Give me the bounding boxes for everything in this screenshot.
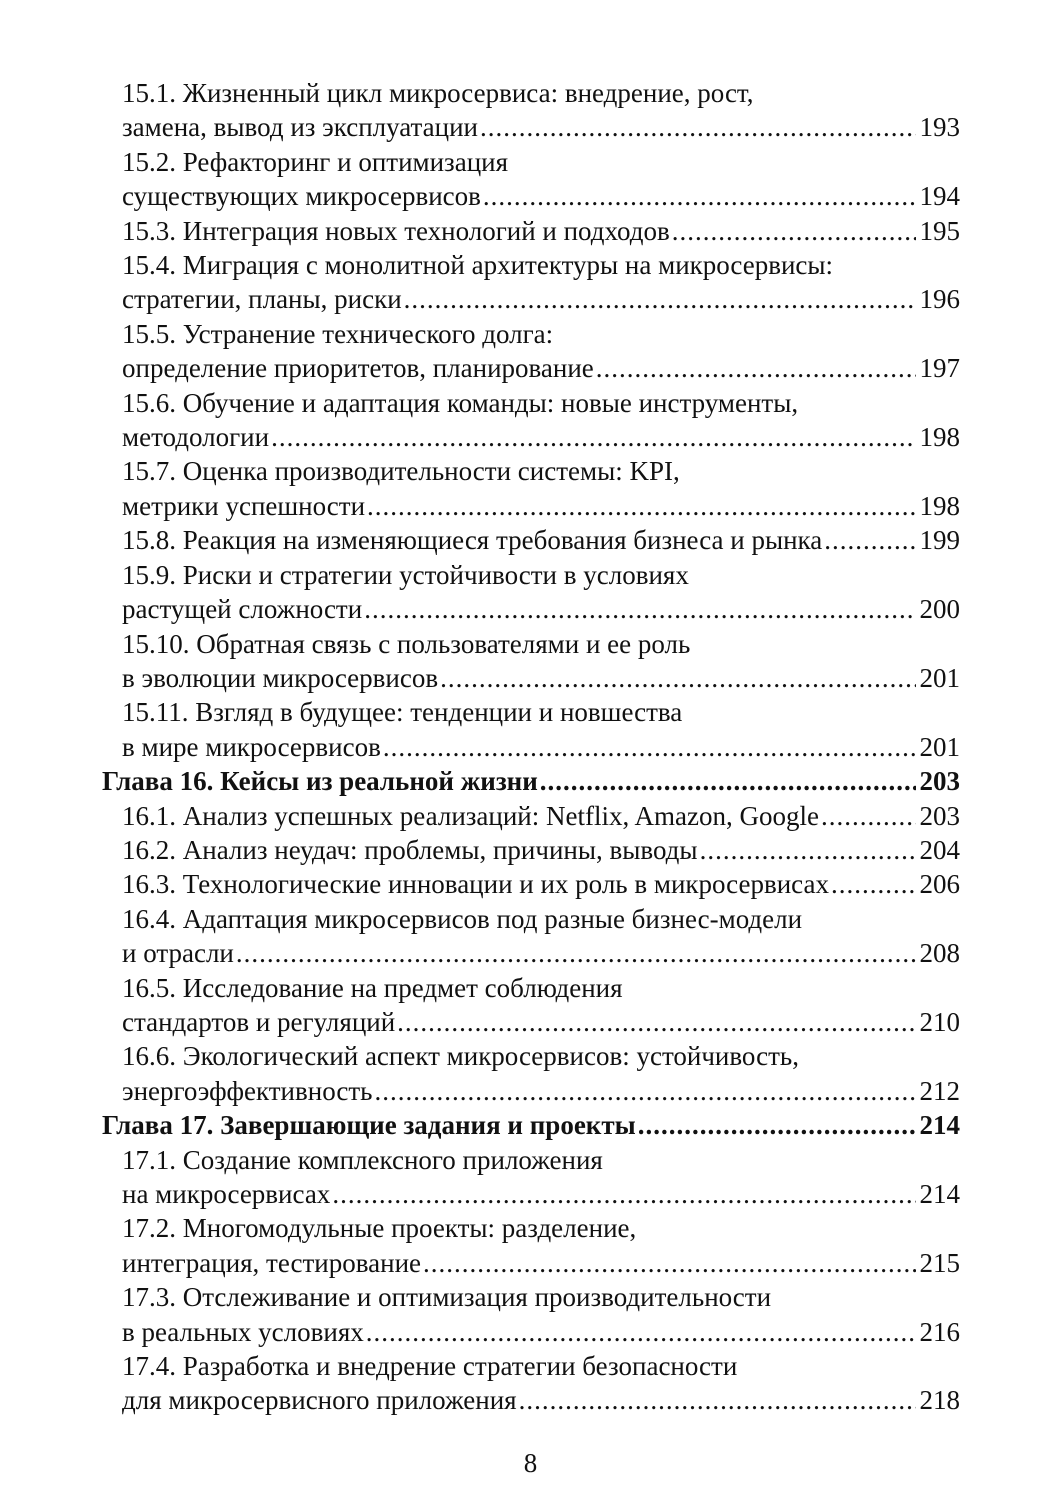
toc-entry-page-number: 195 bbox=[919, 215, 960, 246]
toc-entry-leader-line bbox=[102, 1383, 960, 1417]
toc-entry-leader-line bbox=[102, 351, 960, 385]
toc-entry-title-line: 15.6. Обучение и адаптация команды: новые инструменты, bbox=[122, 387, 799, 418]
toc-entry-page-number: 215 bbox=[919, 1247, 960, 1278]
toc-entry-title: существующих микросервисов bbox=[122, 181, 481, 212]
toc-entry-leader-line bbox=[102, 867, 960, 901]
toc-entry-page-number: 198 bbox=[919, 422, 960, 453]
toc-entry-page-number: 196 bbox=[919, 284, 960, 315]
toc-entry-title: метрики успешности bbox=[122, 490, 366, 521]
toc-entry-page-number: 203 bbox=[919, 766, 960, 797]
toc-entry-leader-line bbox=[102, 799, 960, 833]
toc-entry-page-number: 214 bbox=[919, 1110, 960, 1141]
dot-leader bbox=[700, 833, 916, 867]
toc-section-entry bbox=[102, 523, 960, 557]
toc-chapter-entry bbox=[102, 1108, 960, 1142]
toc-entry-title-line: 15.2. Рефакторинг и оптимизация bbox=[122, 146, 509, 177]
dot-leader bbox=[638, 1108, 916, 1142]
toc-chapter-entry bbox=[102, 764, 960, 798]
toc-entry-page-number: 210 bbox=[919, 1006, 960, 1037]
toc-section-entry bbox=[102, 454, 960, 523]
toc-entry-page-number: 218 bbox=[919, 1385, 960, 1416]
toc-entry-leader-line bbox=[102, 1177, 960, 1211]
toc-entry-title: стандартов и регуляций bbox=[122, 1006, 396, 1037]
dot-leader bbox=[366, 1315, 916, 1349]
toc-entry-title: в эволюции микросервисов bbox=[122, 662, 439, 693]
toc-entry-page-number: 208 bbox=[919, 938, 960, 969]
dot-leader bbox=[383, 730, 916, 764]
toc-entry-page-number: 193 bbox=[919, 112, 960, 143]
toc-entry-leader-line bbox=[102, 179, 960, 213]
toc-entry-leader-line bbox=[102, 1246, 960, 1280]
toc-entry-leader-line bbox=[102, 110, 960, 144]
toc-section-entry bbox=[102, 145, 960, 214]
toc-entry-title: в мире микросервисов bbox=[122, 731, 381, 762]
toc-entry-page-number: 200 bbox=[919, 594, 960, 625]
toc-entry-title-line: 17.1. Создание комплексного приложения bbox=[122, 1144, 603, 1175]
toc-section-entry bbox=[102, 833, 960, 867]
dot-leader bbox=[397, 1005, 915, 1039]
toc-entry-title: 15.8. Реакция на изменяющиеся требования бизнеса и рынка bbox=[122, 525, 823, 556]
toc-entry-leader-line bbox=[102, 282, 960, 316]
dot-leader bbox=[423, 1246, 915, 1280]
toc-entry-title-line: 15.7. Оценка производительности системы: KPI, bbox=[122, 456, 680, 487]
toc-entry-leader-line bbox=[102, 489, 960, 523]
toc-entry-title: 16.2. Анализ неудач: проблемы, причины, выводы bbox=[122, 834, 698, 865]
toc-section-entry bbox=[102, 867, 960, 901]
dot-leader bbox=[596, 351, 916, 385]
toc-entry-title: Глава 17. Завершающие задания и проекты bbox=[102, 1110, 636, 1141]
toc-entry-leader-line bbox=[102, 420, 960, 454]
toc-section-entry bbox=[102, 1143, 960, 1212]
toc-entry-leader-line bbox=[102, 214, 960, 248]
toc-entry-title: для микросервисного приложения bbox=[122, 1385, 517, 1416]
toc-entry-title-line: 15.11. Взгляд в будущее: тенденции и новшества bbox=[122, 697, 683, 728]
toc-entry-title: растущей сложности bbox=[122, 594, 363, 625]
toc-entry-leader-line bbox=[102, 661, 960, 695]
toc-section-entry bbox=[102, 214, 960, 248]
toc-entry-page-number: 198 bbox=[919, 490, 960, 521]
toc-entry-leader-line bbox=[102, 1108, 960, 1142]
toc-entry-leader-line bbox=[102, 936, 960, 970]
dot-leader bbox=[824, 523, 915, 557]
toc-entry-title: интеграция, тестирование bbox=[122, 1247, 422, 1278]
toc-entry-page-number: 197 bbox=[919, 353, 960, 384]
toc-section-entry bbox=[102, 386, 960, 455]
toc-entry-title: 15.3. Интеграция новых технологий и подходов bbox=[122, 215, 670, 246]
dot-leader bbox=[271, 420, 915, 454]
toc-entry-title-line: 17.4. Разработка и внедрение стратегии безопасности bbox=[122, 1351, 738, 1382]
toc-entry-title: в реальных условиях bbox=[122, 1316, 364, 1347]
toc-section-entry bbox=[102, 1280, 960, 1349]
dot-leader bbox=[519, 1383, 916, 1417]
toc-entry-page-number: 214 bbox=[919, 1179, 960, 1209]
dot-leader bbox=[404, 282, 916, 316]
toc-section-entry bbox=[102, 971, 960, 1040]
toc-entry-leader-line bbox=[102, 592, 960, 626]
toc-entry-title-line: 15.10. Обратная связь с пользователями и ее роль bbox=[122, 628, 691, 659]
toc-entry-title: 16.1. Анализ успешных реализаций: Netflix, Amazon, Google bbox=[122, 800, 819, 831]
toc-entry-title-line: 16.6. Экологический аспект микросервисов: устойчивость, bbox=[122, 1041, 799, 1072]
toc-section-entry bbox=[102, 799, 960, 833]
dot-leader bbox=[332, 1177, 915, 1211]
toc-entry-title: стратегии, планы, риски bbox=[122, 284, 402, 315]
toc-section-entry bbox=[102, 76, 960, 145]
toc-entry-leader-line bbox=[102, 1315, 960, 1349]
toc-entry-page-number: 201 bbox=[919, 662, 960, 693]
toc-entry-title: Глава 16. Кейсы из реальной жизни bbox=[102, 766, 538, 797]
toc-entry-leader-line bbox=[102, 764, 960, 798]
toc-entry-title-line: 16.5. Исследование на предмет соблюдения bbox=[122, 972, 623, 1003]
toc-entry-page-number: 203 bbox=[919, 800, 960, 831]
dot-leader bbox=[236, 936, 916, 970]
toc-section-entry bbox=[102, 902, 960, 971]
toc-entry-page-number: 216 bbox=[919, 1316, 960, 1347]
table-of-contents bbox=[102, 76, 960, 1418]
toc-section-entry bbox=[102, 1211, 960, 1280]
dot-leader bbox=[483, 179, 916, 213]
dot-leader bbox=[364, 592, 915, 626]
toc-entry-page-number: 206 bbox=[919, 869, 960, 900]
dot-leader bbox=[374, 1074, 915, 1108]
toc-entry-title: методологии bbox=[122, 422, 270, 453]
toc-section-entry bbox=[102, 558, 960, 627]
toc-entry-title: на микросервисах bbox=[122, 1179, 331, 1209]
toc-entry-title-line: 17.2. Многомодульные проекты: разделение, bbox=[122, 1213, 637, 1244]
toc-section-entry bbox=[102, 695, 960, 764]
dot-leader bbox=[831, 867, 916, 901]
toc-section-entry bbox=[102, 627, 960, 696]
dot-leader bbox=[367, 489, 915, 523]
toc-entry-leader-line bbox=[102, 1074, 960, 1108]
dot-leader bbox=[821, 799, 916, 833]
toc-entry-title: определение приоритетов, планирование bbox=[122, 353, 594, 384]
toc-entry-title-line: 15.9. Риски и стратегии устойчивости в условиях bbox=[122, 559, 689, 590]
page-number: 8 bbox=[523, 1448, 538, 1478]
toc-entry-title: замена, вывод из эксплуатации bbox=[122, 112, 479, 143]
toc-entry-title-line: 15.1. Жизненный цикл микросервиса: внедрение, рост, bbox=[122, 78, 754, 108]
toc-entry-title-line: 15.4. Миграция с монолитной архитектуры на микросервисы: bbox=[122, 250, 834, 281]
toc-section-entry bbox=[102, 1039, 960, 1108]
toc-entry-leader-line bbox=[102, 730, 960, 764]
toc-entry-leader-line bbox=[102, 523, 960, 557]
toc-entry-page-number: 201 bbox=[919, 731, 960, 762]
toc-section-entry bbox=[102, 1349, 960, 1418]
toc-entry-title: 16.3. Технологические инновации и их роль в микросервисах bbox=[122, 869, 829, 900]
toc-entry-page-number: 212 bbox=[919, 1075, 960, 1106]
dot-leader bbox=[480, 110, 915, 144]
toc-entry-title: энергоэффективность bbox=[122, 1075, 373, 1106]
toc-section-entry bbox=[102, 317, 960, 386]
dot-leader bbox=[440, 661, 915, 695]
toc-entry-page-number: 204 bbox=[919, 834, 960, 865]
toc-entry-page-number: 194 bbox=[919, 181, 960, 212]
toc-entry-leader-line bbox=[102, 833, 960, 867]
toc-entry-title-line: 17.3. Отслеживание и оптимизация производительности bbox=[122, 1282, 772, 1313]
dot-leader bbox=[672, 214, 916, 248]
toc-section-entry bbox=[102, 248, 960, 317]
toc-entry-title: и отрасли bbox=[122, 938, 234, 969]
toc-entry-title-line: 16.4. Адаптация микросервисов под разные бизнес-модели bbox=[122, 903, 803, 934]
toc-entry-title-line: 15.5. Устранение технического долга: bbox=[122, 318, 554, 349]
toc-entry-page-number: 199 bbox=[919, 525, 960, 556]
toc-entry-leader-line bbox=[102, 1005, 960, 1039]
dot-leader bbox=[540, 764, 916, 798]
